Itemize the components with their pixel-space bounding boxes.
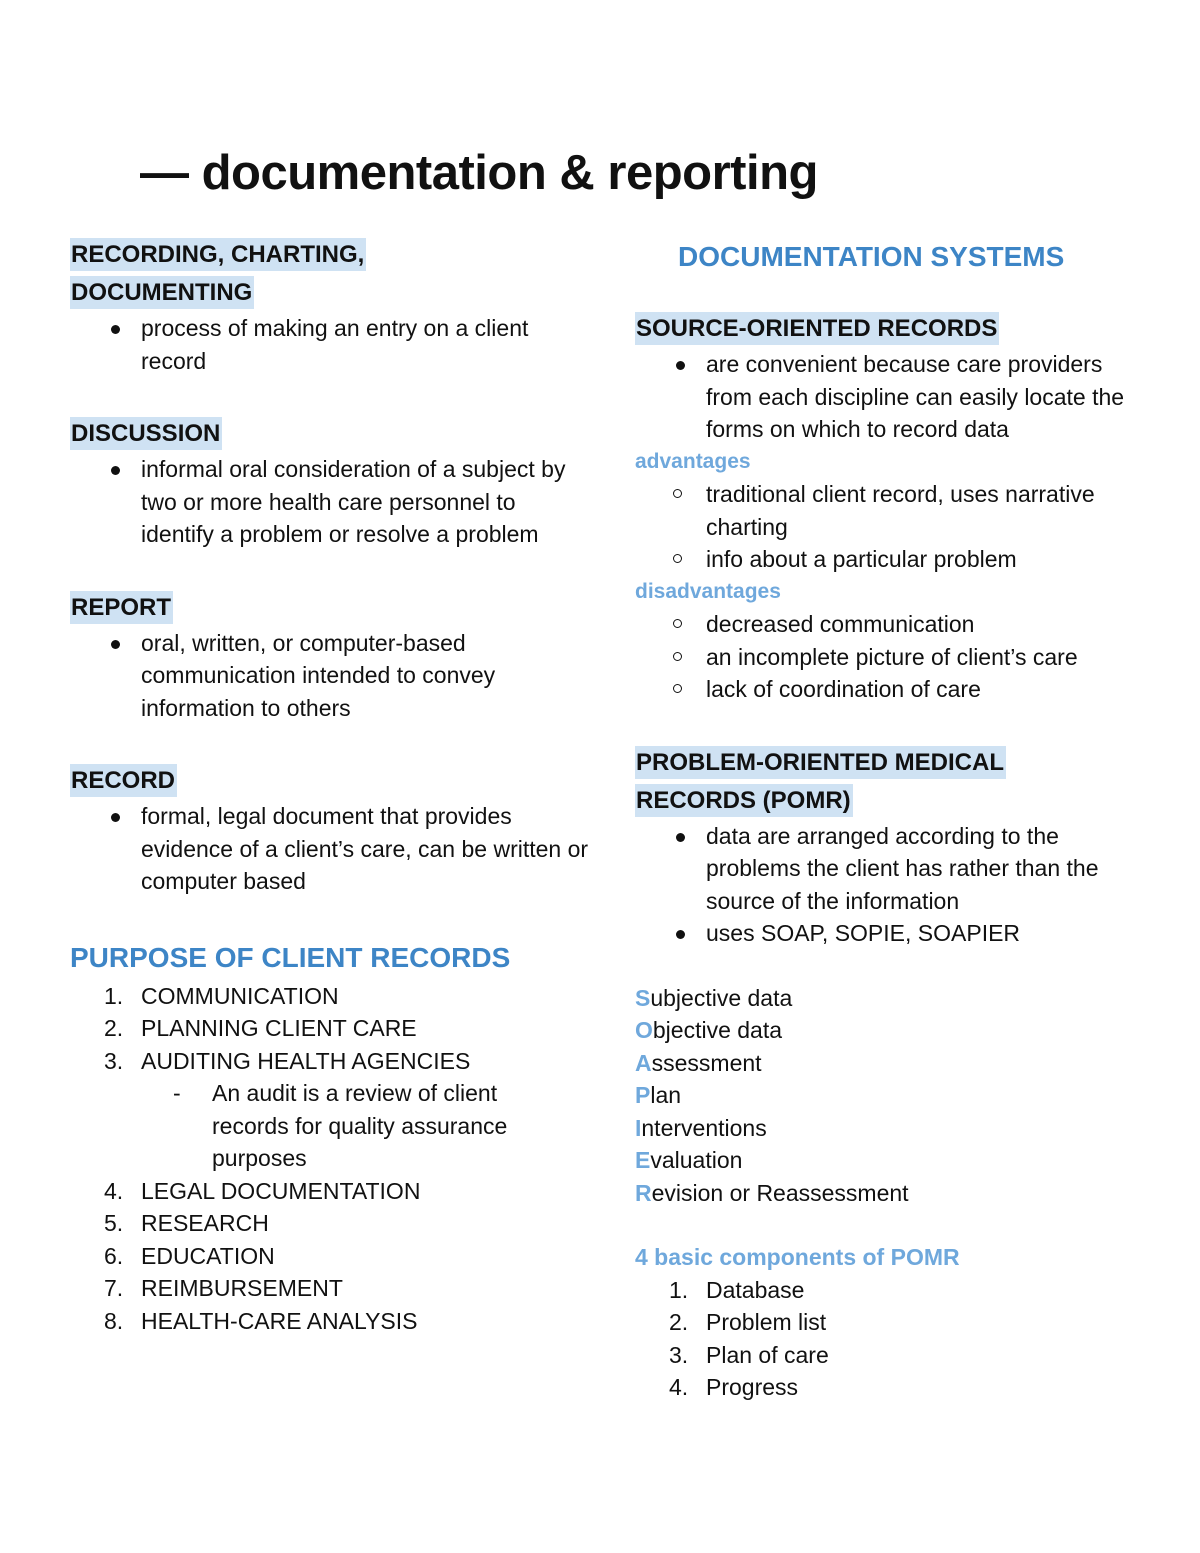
acronym-line: Evaluation [635,1147,743,1173]
bullet-item: data are arranged according to the problems the client has rather than the source of the information [635,820,1135,918]
disadvantages-label: disadvantages [635,579,781,603]
list-item: 3. Plan of care [669,1341,829,1368]
section-report-heading [70,589,590,627]
list-item: 5. RESEARCH [104,1210,269,1236]
right-column [635,236,1135,1404]
list-item: 4. Progress [669,1374,799,1400]
section-record-heading [70,762,590,800]
bullet-list [70,312,590,377]
bullet-list [70,453,590,551]
advantages-list [635,478,1135,576]
list-item: 3. AUDITING HEALTH AGENCIES [104,1047,471,1074]
highlighted-heading: DOCUMENTING [70,276,254,309]
bullet-list [635,348,1135,446]
components-heading: 4 basic components of POMR [635,1244,960,1270]
bullet-item: formal, legal document that provides evidence of a client’s care, can be written or computer based [70,800,590,898]
bullet-item: are convenient because care providers from each discipline can easily locate the forms on which to record data [635,348,1135,446]
list-item: 2. PLANNING CLIENT CARE [104,1015,417,1041]
list-item: info about a particular problem [635,543,1135,576]
bullet-list [70,627,590,725]
page-title: — documentation & reporting [140,146,818,200]
list-item: decreased communication [635,608,1135,641]
highlighted-heading: SOURCE-ORIENTED RECORDS [635,312,999,345]
list-item: an incomplete picture of client’s care [635,641,1135,674]
list-item: 7. REIMBURSEMENT [104,1275,343,1301]
list-item: 1. COMMUNICATION [104,982,339,1009]
advantages-label: advantages [635,449,751,473]
list-item: 4. LEGAL DOCUMENTATION [104,1177,421,1204]
highlighted-heading: PROBLEM-ORIENTED MEDICAL [635,746,1006,779]
components-list [635,1274,1135,1404]
bullet-list [70,800,590,898]
list-item: 2. Problem list [669,1309,827,1335]
bullet-item: oral, written, or computer-based communication intended to convey information to others [70,627,590,725]
pomr-heading [635,744,1135,820]
acronym-line: Revision or Reassessment [635,1179,909,1206]
list-item: lack of coordination of care [635,673,1135,706]
left-column [70,236,590,1337]
acronym-line: Objective data [635,1017,783,1043]
list-item: 8. HEALTH-CARE ANALYSIS [104,1307,418,1334]
purpose-heading: PURPOSE OF CLIENT RECORDS [70,941,511,973]
highlighted-heading: REPORT [70,591,173,624]
bullet-item: process of making an entry on a client record [70,312,590,377]
disadvantages-list [635,608,1135,706]
highlighted-heading: RECORDS (POMR) [635,784,853,817]
acronym-line: Interventions [635,1114,767,1141]
source-oriented-heading [635,310,1135,348]
audit-note: - An audit is a review of client records for quality assurance purposes [173,1080,508,1171]
bullet-item: uses SOAP, SOPIE, SOAPIER [635,917,1135,950]
bullet-list [635,820,1135,950]
section-discussion-heading [70,415,590,453]
list-item: 6. EDUCATION [104,1242,275,1269]
acronym-line: Plan [635,1082,682,1108]
soapier-acronym [635,982,1135,1210]
highlighted-heading: DISCUSSION [70,417,222,450]
section-recording-heading [70,236,590,312]
highlighted-heading: RECORD [70,764,177,797]
highlighted-heading: RECORDING, CHARTING, [70,238,366,271]
acronym-line: Subjective data [635,984,793,1011]
purpose-list [70,980,590,1338]
list-item: 1. Database [669,1276,805,1303]
list-item: traditional client record, uses narrative charting [635,478,1135,543]
documentation-systems-heading: DOCUMENTATION SYSTEMS [678,241,1065,272]
acronym-line: Assessment [635,1049,762,1076]
bullet-item: informal oral consideration of a subject by two or more health care personnel to identify a problem or resolve a problem [70,453,590,551]
